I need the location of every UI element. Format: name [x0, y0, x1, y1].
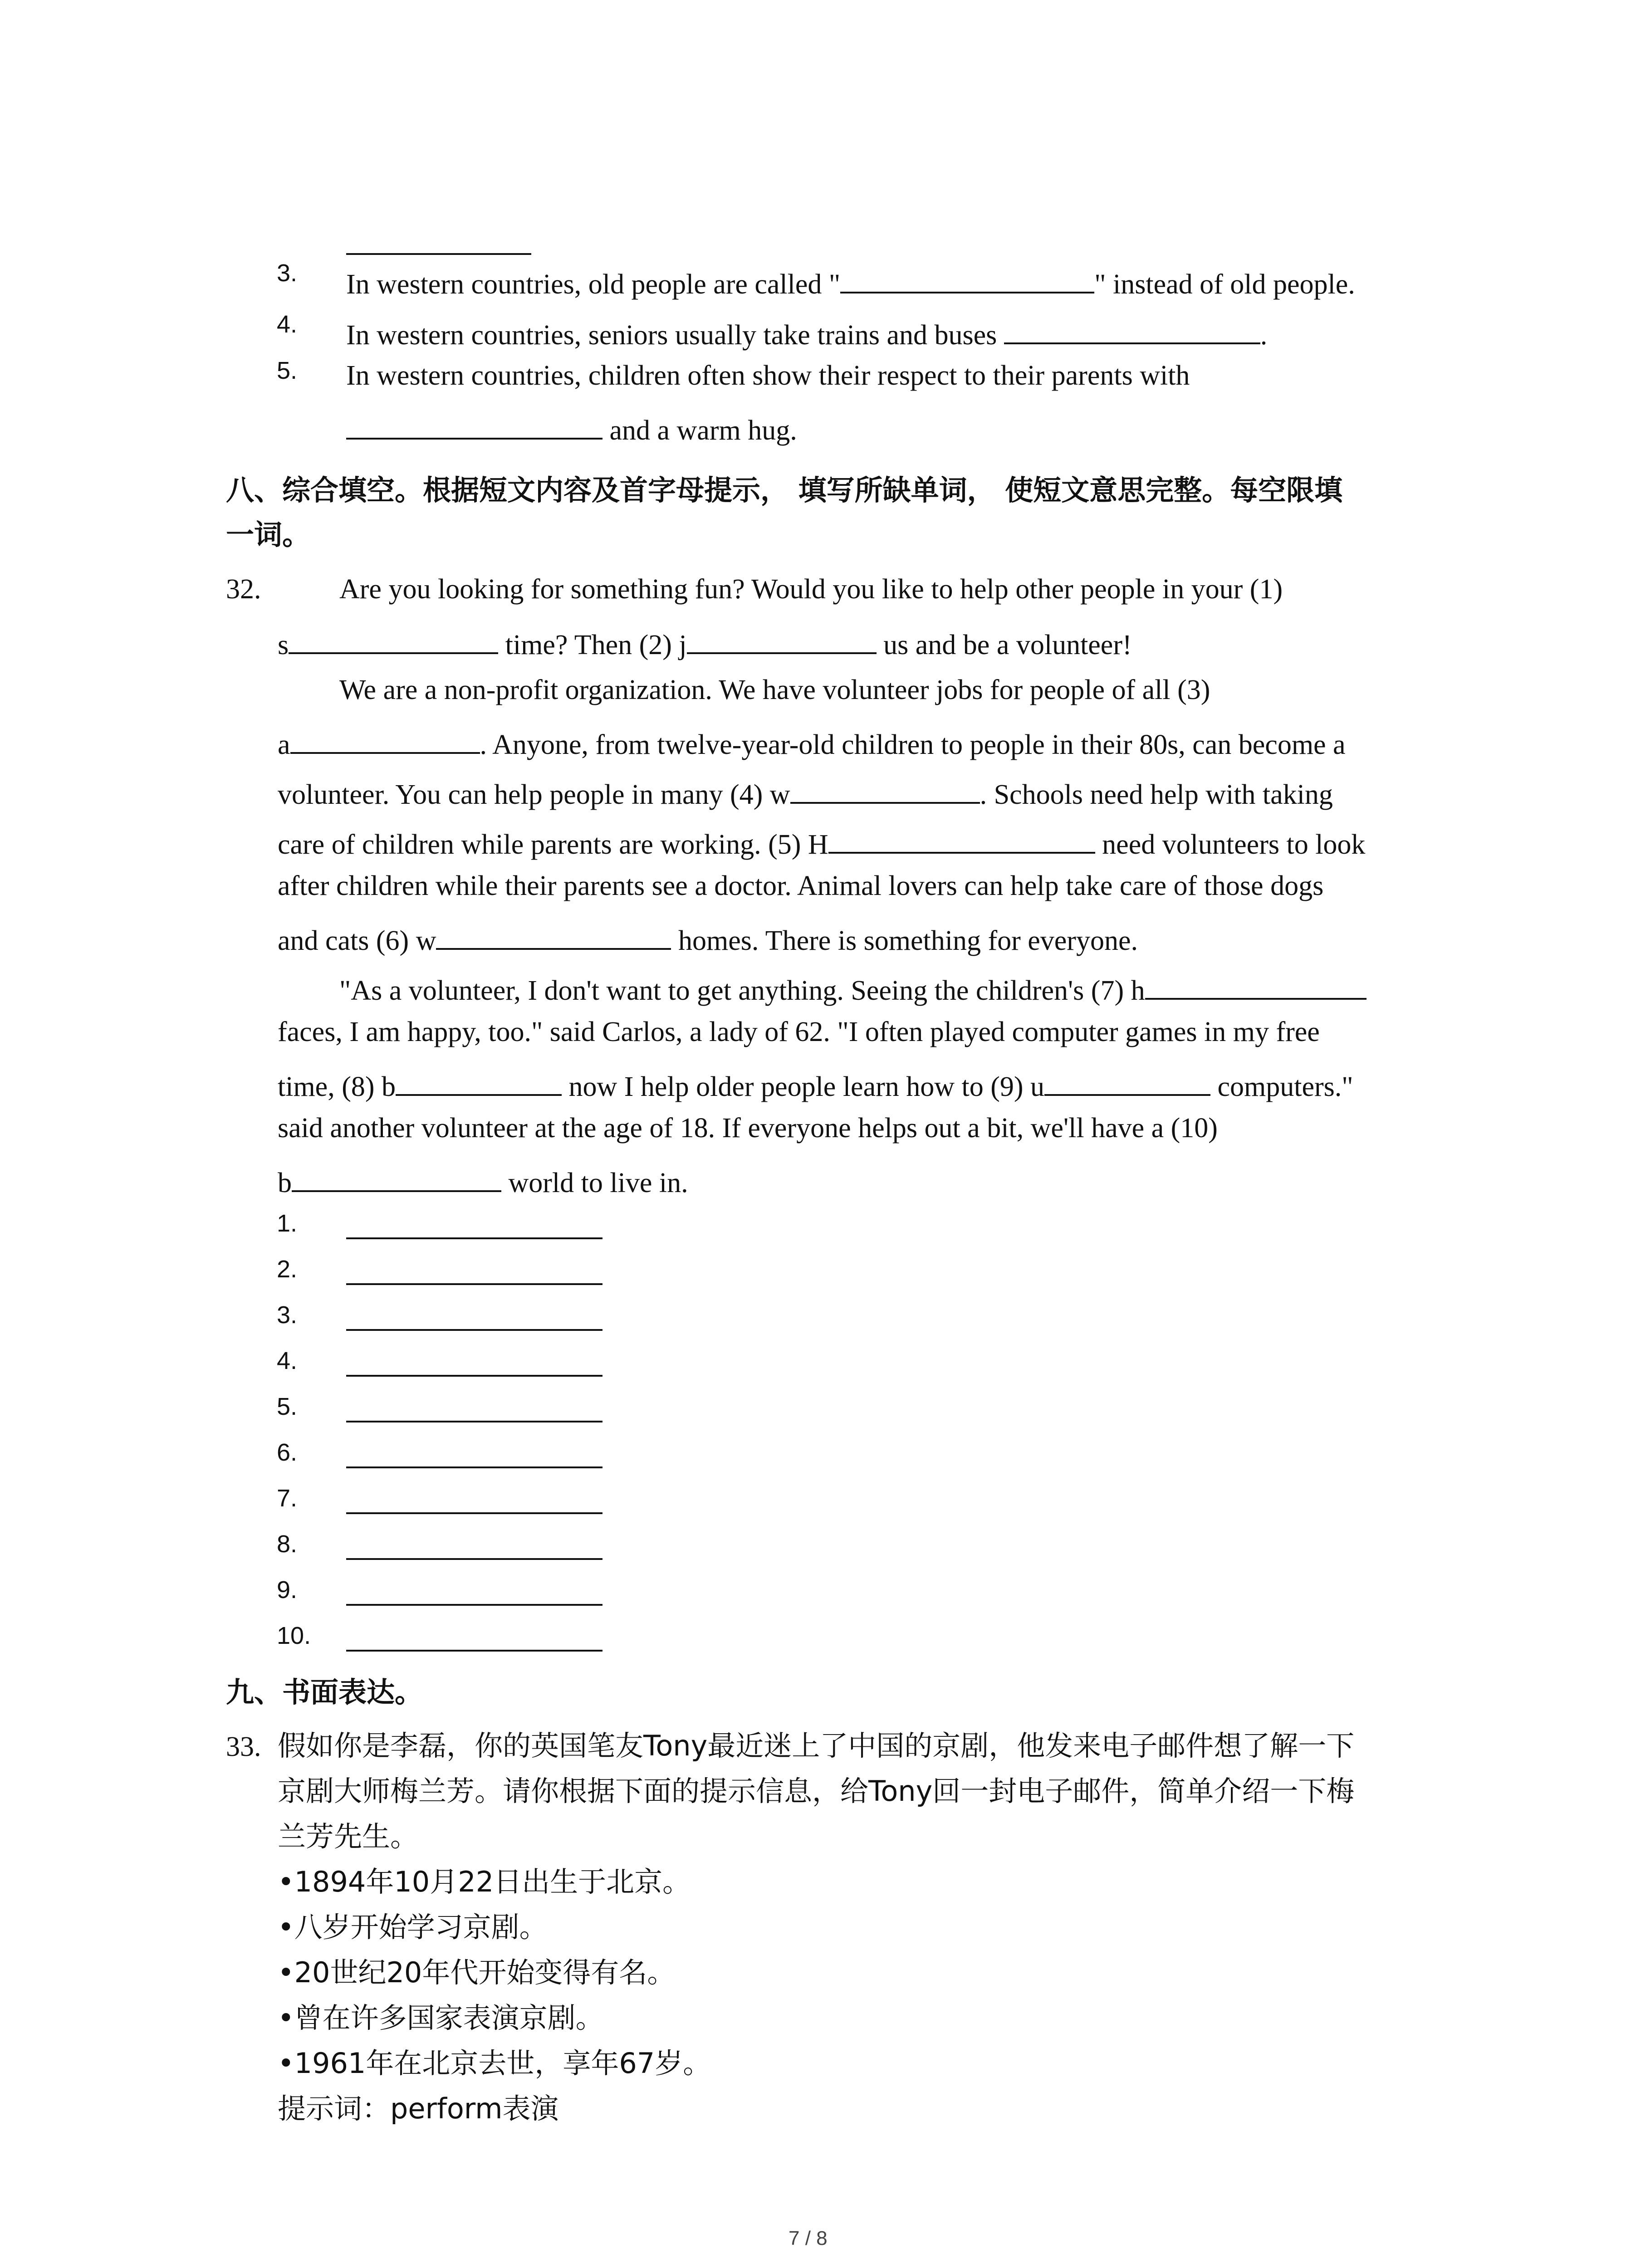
- answer-line[interactable]: [346, 1558, 603, 1560]
- answer-blank[interactable]: [840, 265, 1094, 293]
- answer-blank[interactable]: [289, 626, 498, 654]
- answer-blank[interactable]: [1044, 1068, 1210, 1096]
- passage-line: volunteer. You can help people in many (4) w . Schools need help with taking: [278, 776, 1333, 809]
- answer-number: 3.: [277, 1301, 298, 1329]
- sentence-4: In western countries, seniors usually take trains and buses .: [346, 316, 1267, 349]
- answer-blank[interactable]: [828, 826, 1095, 854]
- item-number: 4.: [277, 311, 298, 338]
- bullet-item: •曾在许多国家表演京剧。: [278, 2001, 604, 2034]
- hint-words: 提示词：perform表演: [278, 2092, 559, 2125]
- answer-line[interactable]: [346, 1237, 603, 1239]
- passage-line: b world to live in.: [278, 1164, 688, 1197]
- passage-line: We are a non-profit organization. We have volunteer jobs for people of all (3): [339, 675, 1210, 705]
- answer-blank[interactable]: [292, 1164, 501, 1192]
- prompt-line: 假如你是李磊，你的英国笔友Tony最近迷上了中国的京剧，他发来电子邮件想了解一下: [278, 1729, 1355, 1762]
- item-number: 3.: [277, 259, 298, 287]
- answer-number: 8.: [277, 1530, 298, 1558]
- answer-line[interactable]: [346, 1466, 603, 1468]
- answer-line[interactable]: [346, 1650, 603, 1652]
- passage-line: "As a volunteer, I don't want to get anything. Seeing the children's (7) h: [339, 972, 1367, 1005]
- prompt-line: 兰芳先生。: [278, 1820, 419, 1853]
- answer-number: 6.: [277, 1439, 298, 1466]
- sentence-3: In western countries, old people are called " " instead of old people.: [346, 265, 1355, 298]
- answer-number: 7.: [277, 1485, 298, 1512]
- passage-line: faces, I am happy, too." said Carlos, a lady of 62. "I often played computer games in my free: [278, 1017, 1320, 1047]
- answer-number: 10.: [277, 1622, 311, 1649]
- section-heading-9: 九、书面表达。: [226, 1676, 423, 1709]
- passage-line: s time? Then (2) j us and be a volunteer!: [278, 626, 1132, 659]
- answer-number: 9.: [277, 1576, 298, 1603]
- answer-line[interactable]: [346, 1283, 603, 1285]
- passage-line: time, (8) b now I help older people learn how to (9) u computers.": [278, 1068, 1353, 1101]
- answer-blank[interactable]: [790, 776, 980, 804]
- question-number: 33.: [226, 1731, 261, 1762]
- item-number: 5.: [277, 357, 298, 384]
- answer-line[interactable]: [346, 1512, 603, 1514]
- bullet-item: •1894年10月22日出生于北京。: [278, 1865, 691, 1898]
- prompt-line: 京剧大师梅兰芳。请你根据下面的提示信息，给Tony回一封电子邮件，简单介绍一下梅: [278, 1774, 1355, 1808]
- answer-line[interactable]: [346, 1604, 603, 1606]
- question-number: 32.: [226, 574, 261, 605]
- answer-blank[interactable]: [687, 626, 877, 654]
- answer-line[interactable]: [346, 1375, 603, 1377]
- passage-line: said another volunteer at the age of 18. If everyone helps out a bit, we'll have a (10): [278, 1113, 1218, 1144]
- answer-number: 5.: [277, 1393, 298, 1420]
- section-heading-8: 八、综合填空。根据短文内容及首字母提示， 填写所缺单词， 使短文意思完整。每空限填: [226, 474, 1343, 507]
- passage-line: after children while their parents see a doctor. Animal lovers can help take care of those dogs: [278, 870, 1324, 901]
- answer-line[interactable]: [346, 1421, 603, 1422]
- passage-line: a . Anyone, from twelve-year-old children to people in their 80s, can become a: [278, 726, 1346, 759]
- bullet-item: •20世纪20年代开始变得有名。: [278, 1956, 676, 1989]
- sentence-5-line2: and a warm hug.: [346, 411, 797, 445]
- answer-line[interactable]: [346, 1329, 603, 1331]
- answer-blank[interactable]: [1145, 972, 1367, 1000]
- bullet-item: •八岁开始学习京剧。: [278, 1911, 548, 1944]
- answer-blank-2[interactable]: [346, 253, 531, 255]
- answer-blank[interactable]: [346, 411, 603, 440]
- answer-number: 2.: [277, 1256, 298, 1283]
- answer-blank[interactable]: [396, 1068, 562, 1096]
- passage-line: and cats (6) w homes. There is something for everyone.: [278, 922, 1138, 955]
- passage-line: care of children while parents are working. (5) H need volunteers to look: [278, 826, 1365, 859]
- answer-number: 1.: [277, 1210, 298, 1237]
- page-number: 7 / 8: [789, 2227, 828, 2249]
- answer-blank[interactable]: [436, 922, 671, 950]
- answer-number: 4.: [277, 1347, 298, 1374]
- section-heading-8-cont: 一词。: [226, 518, 311, 551]
- answer-blank[interactable]: [290, 726, 480, 754]
- passage-line: Are you looking for something fun? Would you like to help other people in your (1): [339, 574, 1283, 605]
- answer-blank[interactable]: [1004, 316, 1260, 344]
- sentence-5: In western countries, children often show their respect to their parents with: [346, 360, 1190, 391]
- bullet-item: •1961年在北京去世，享年67岁。: [278, 2047, 711, 2080]
